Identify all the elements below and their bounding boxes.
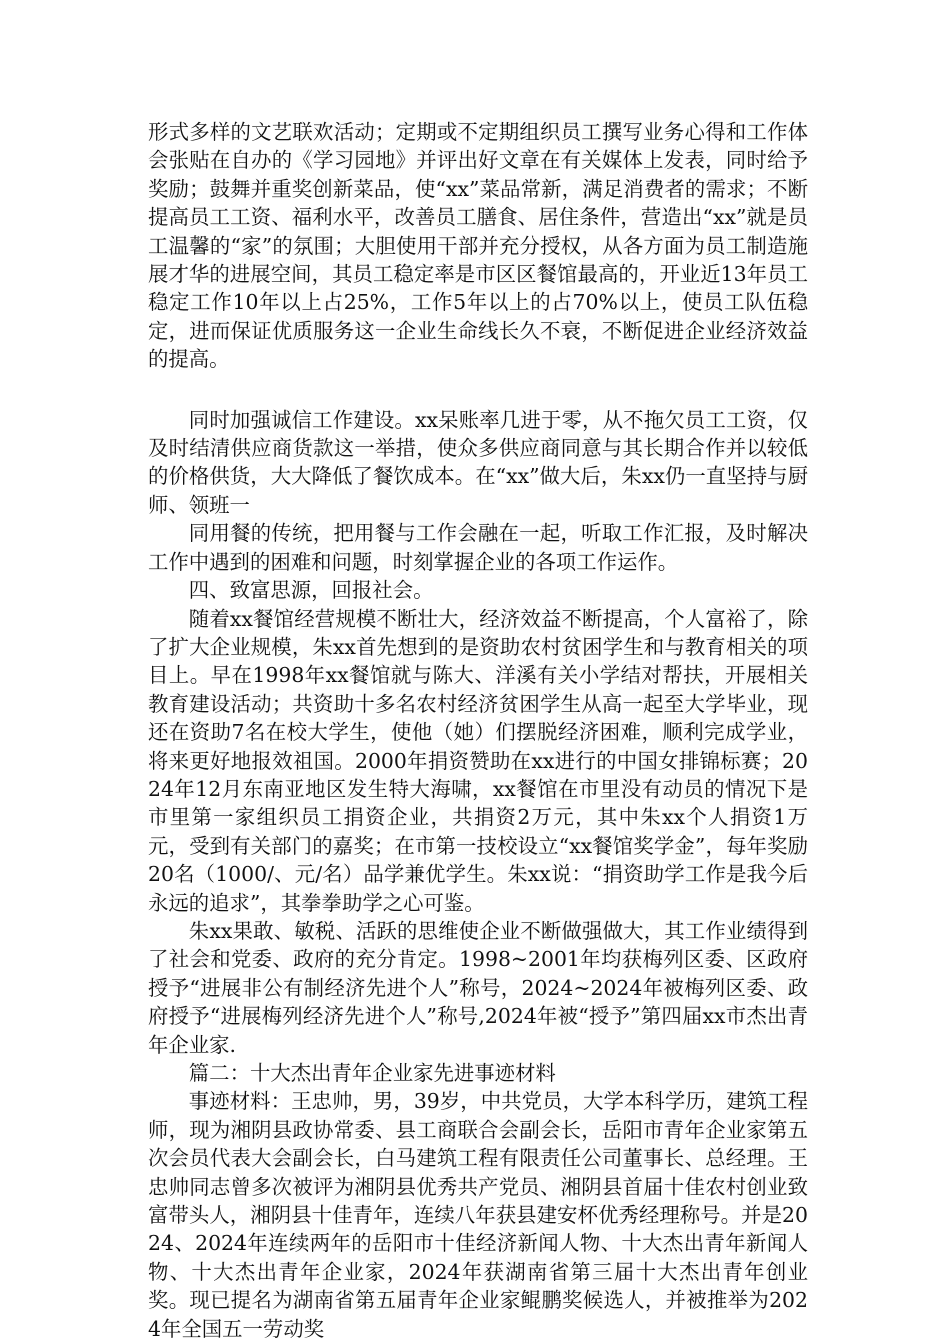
paragraph-shared-meals: 同用餐的传统，把用餐与工作会融在一起，听取工作汇报，及时解决工作中遇到的困难和问题，时刻掌握企业的各项工作运作。 — [148, 521, 808, 574]
paragraph-honors: 朱xx果敢、敏税、活跃的思维使企业不断做强做大，其工作业绩得到了社会和党委、政府的充分肯定。1998~2001年均获梅列区委、区政府授予“进展非公有制经济先进个人”称号，2024~2024年被梅列区委、政府授予“进展梅列经济先进个人”称号,2024年被“授予”第四届xx市杰出青年企业家. — [148, 918, 808, 1057]
paragraph-deeds: 事迹材料：王忠帅，男，39岁，中共党员，大学本科学历，建筑工程师，现为湘阴县政协常委、县工商联合会副会长，岳阳市青年企业家第五次会员代表大会副会长，白马建筑工程有限责任公司董事长、总经理。王忠帅同志曾多次被评为湘阴县优秀共产党员、湘阴县首届十佳农村创业致富带头人，湘阴县十佳青年，连续八年获县建安杯优秀经理称号。并是2024、2024年连续两年的岳阳市十佳经济新闻人物、十大杰出青年新闻人物、十大杰出青年企业家，2024年获湖南省第三届十大杰出青年创业奖。现已提名为湖南省第五届青年企业家鲲鹏奖候选人，并被推举为2024年全国五一劳动奖 — [148, 1089, 808, 1341]
document-page — [148, 118, 808, 1343]
paragraph-integrity: 同时加强诚信工作建设。xx呆账率几进于零，从不拖欠员工工资，仅及时结清供应商货款这一举措，使众多供应商同意与其长期合作并以较低的价格供货，大大降低了餐饮成本。在“xx”做大后，朱xx仍一直坚持与厨师、领班一 — [148, 407, 808, 517]
paragraph-charity: 随着xx餐馆经营规模不断壮大，经济效益不断提高，个人富裕了，除了扩大企业规模，朱xx首先想到的是资助农村贫困学生和与教育相关的项目上。早在1998年xx餐馆就与陈大、洋溪有关小学结对帮扶，开展相关教育建设活动；共资助十多名农村经济贫困学生从高一起至大学毕业，现还在资助7名在校大学生，使他（她）们摆脱经济困难，顺利完成学业，将来更好地报效祖国。2000年捐资赞助在xx进行的中国女排锦标赛；2024年12月东南亚地区发生特大海啸，xx餐馆在市里没有动员的情况下是市里第一家组织员工捐资企业，共捐资2万元，其中朱xx个人捐资1万元，受到有关部门的嘉奖；在市第一技校设立“xx餐馆奖学金”，每年奖励20名（1000/、元/名）品学兼优学生。朱xx说：“捐资助学工作是我今后永远的追求”，其拳拳助学之心可鉴。 — [148, 606, 808, 915]
paragraph-continuation: 形式多样的文艺联欢活动；定期或不定期组织员工撰写业务心得和工作体会张贴在自办的《学习园地》并评出好文章在有关媒体上发表，同时给予奖励；鼓舞并重奖创新菜品，使“xx”菜品常新，满足消费者的需求；不断提高员工工资、福利水平，改善员工膳食、居住条件，营造出“xx”就是员工温馨的“家”的氛围；大胆使用干部并充分授权，从各方面为员工制造施展才华的进展空间，其员工稳定率是市区区餐馆最高的，开业近13年员工稳定工作10年以上占25%，工作5年以上的占70%以上，使员工队伍稳定，进而保证优质服务这一企业生命线长久不衰，不断促进企业经济效益的提高。 — [148, 120, 808, 372]
article-heading-part-two: 篇二：十大杰出青年企业家先进事迹材料 — [188, 1061, 556, 1085]
section-heading-give-back: 四、致富思源，回报社会。 — [188, 578, 434, 603]
